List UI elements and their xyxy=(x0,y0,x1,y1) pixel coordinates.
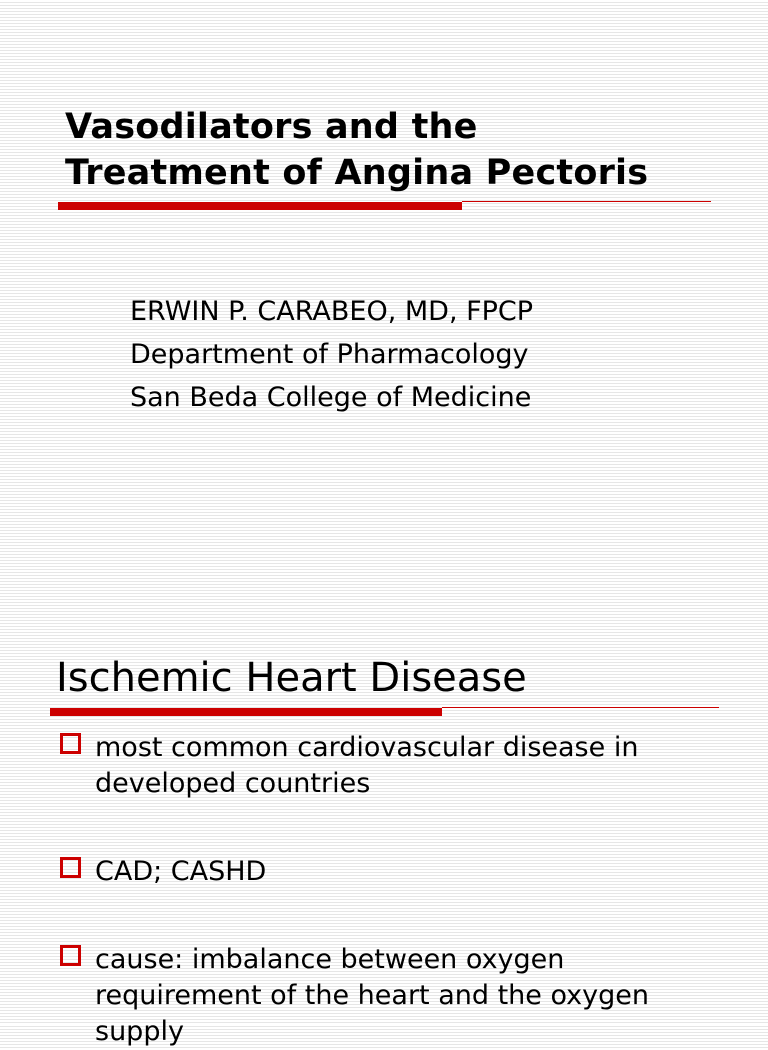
bullet-item xyxy=(58,730,738,802)
hollow-square-bullet-icon xyxy=(60,733,81,754)
author-block xyxy=(130,290,533,419)
bullet-item xyxy=(58,942,738,1050)
heading-underline-thick xyxy=(50,708,442,716)
author-name: ERWIN P. CARABEO, MD, FPCP xyxy=(130,296,534,327)
bullet-text: CAD; CASHD xyxy=(95,856,267,887)
bullet-item xyxy=(58,854,738,890)
bullet-text: cause: imbalance between oxygen requirement of the heart and the oxygen supply xyxy=(95,944,650,1047)
hollow-square-bullet-icon xyxy=(60,945,81,966)
slide-heading: Ischemic Heart Disease xyxy=(56,655,527,701)
bullet-text: most common cardiovascular disease in developed countries xyxy=(95,732,639,799)
author-institution: San Beda College of Medicine xyxy=(130,382,532,413)
content-slide xyxy=(0,630,768,1047)
slide-title-line-2: Treatment of Angina Pectoris xyxy=(65,153,649,193)
bullet-list xyxy=(58,730,738,1050)
author-department: Department of Pharmacology xyxy=(130,339,529,370)
title-underline-thick xyxy=(58,202,462,210)
hollow-square-bullet-icon xyxy=(60,857,81,878)
heading-underline-thin xyxy=(442,707,719,708)
title-underline-thin xyxy=(462,201,711,202)
slide-title-line-1: Vasodilators and the xyxy=(65,107,478,147)
slide-title xyxy=(65,104,648,196)
